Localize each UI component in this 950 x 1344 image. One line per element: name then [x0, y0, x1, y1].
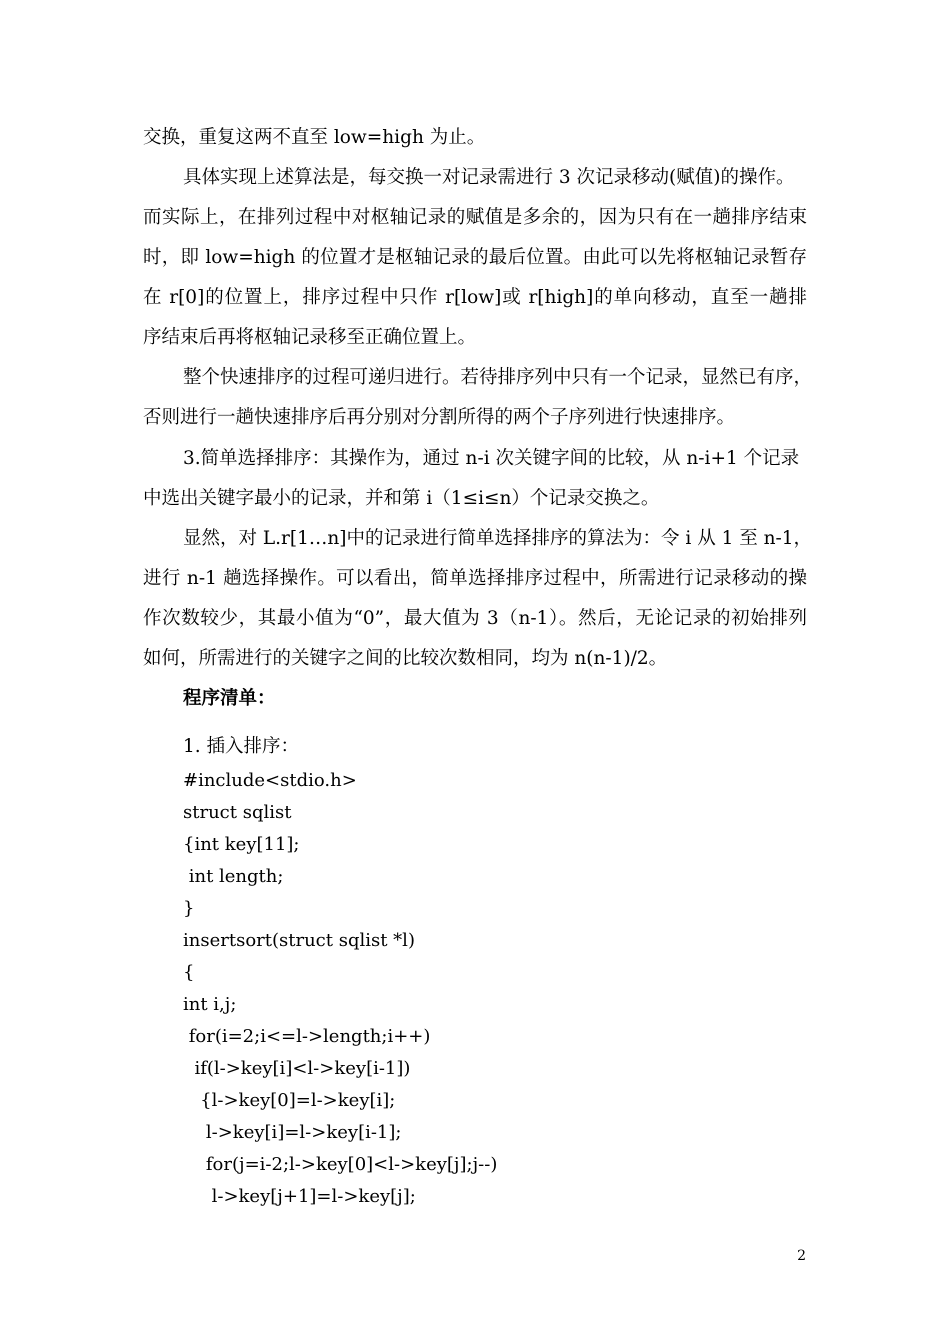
code-line: l->key[j+1]=l->key[j];	[183, 1186, 416, 1207]
code-line: int length;	[183, 866, 284, 887]
paragraph-line: 交换，重复这两不直至 low=high 为止。	[143, 127, 486, 148]
paragraph-line: 序结束后再将枢轴记录移至正确位置上。	[143, 327, 477, 348]
paragraph-line: 3.简单选择排序：其操作为，通过 n-i 次关键字间的比较，从 n-i+1 个记录	[183, 448, 800, 469]
code-line: for(j=i-2;l->key[0]<l->key[j];j--)	[183, 1154, 498, 1175]
code-line: {	[183, 962, 195, 983]
code-line: int i,j;	[183, 994, 237, 1015]
paragraph-line: 中选出关键字最小的记录，并和第 i（1≤i≤n）个记录交换之。	[143, 488, 660, 509]
code-line: struct sqlist	[183, 802, 292, 823]
code-line: for(i=2;i<=l->length;i++)	[183, 1026, 431, 1047]
paragraph-line: 时，即 low=high 的位置才是枢轴记录的最后位置。由此可以先将枢轴记录暂存	[143, 247, 807, 268]
code-line: insertsort(struct sqlist *l)	[183, 930, 415, 951]
paragraph-line: 否则进行一趟快速排序后再分别对分割所得的两个子序列进行快速排序。	[143, 407, 736, 428]
paragraph-line: 进行 n-1 趟选择操作。可以看出，简单选择排序过程中，所需进行记录移动的操	[143, 568, 807, 589]
paragraph-line: 作次数较少，其最小值为“0”，最大值为 3（n-1）。然后，无论记录的初始排列	[143, 608, 807, 629]
code-line: l->key[i]=l->key[i-1];	[183, 1122, 402, 1143]
paragraph-line: 在 r[0]的位置上，排序过程中只作 r[low]或 r[high]的单向移动，直至一趟排	[143, 287, 807, 308]
code-line: {l->key[0]=l->key[i];	[183, 1090, 396, 1111]
subsection-heading: 1. 插入排序：	[183, 736, 300, 757]
paragraph-line: 整个快速排序的过程可递归进行。若待排序列中只有一个记录，显然已有序，	[183, 367, 813, 388]
code-line: {int key[11];	[183, 834, 300, 855]
section-heading: 程序清单：	[183, 688, 276, 709]
page-number: 2	[797, 1248, 806, 1264]
paragraph-line: 显然，对 L.r[1…n]中的记录进行简单选择排序的算法为：令 i 从 1 至 n-1，	[183, 528, 813, 549]
paragraph-line: 如何，所需进行的关键字之间的比较次数相同，均为 n(n-1)/2。	[143, 648, 668, 669]
paragraph-line: 具体实现上述算法是，每交换一对记录需进行 3 次记录移动(赋值)的操作。	[183, 167, 795, 188]
code-line: #include<stdio.h>	[183, 770, 357, 791]
paragraph-line: 而实际上，在排列过程中对枢轴记录的赋值是多余的，因为只有在一趟排序结束	[143, 207, 807, 228]
code-line: }	[183, 898, 195, 919]
code-line: if(l->key[i]<l->key[i-1])	[183, 1058, 411, 1079]
